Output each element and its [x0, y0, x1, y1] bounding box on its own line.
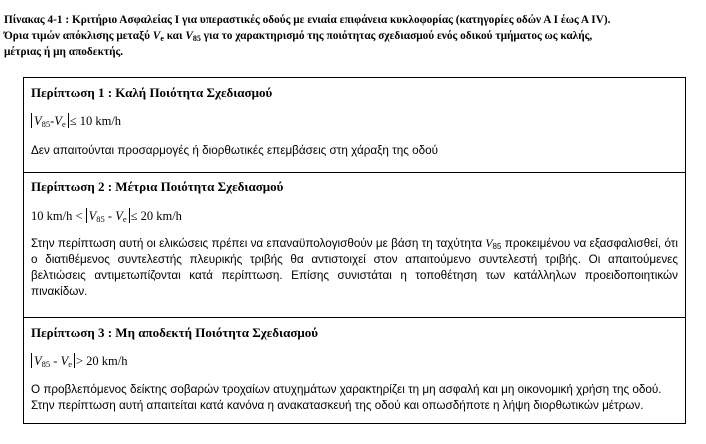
abs-bar-left — [31, 353, 32, 368]
case-1-condition — [31, 113, 678, 129]
case-2-section — [24, 172, 685, 317]
abs-bar-right — [74, 353, 75, 368]
sub-e: e — [61, 119, 66, 129]
var-v: V — [34, 354, 42, 368]
sub-85: 85 — [96, 214, 105, 224]
case-3-title: Περίπτωση 3 : Μη αποδεκτή Ποιότητα Σχεδιασμού — [31, 325, 319, 340]
var-v: V — [34, 114, 42, 128]
case-2-threshold: ≤ 20 km/h — [130, 209, 182, 223]
case-2-description — [31, 236, 678, 300]
case-2-description-end: προκειμένου να εξασφαλισθεί, ότι ο διατιθέμενος συντελεστής πλευρικής τριβής θα αντιστοιχεί στον απαιτούμενο συντελεστή τριβής. Οι απαιτούμενες βελτιώσεις αντιμετωπίζονται κατά περίπτωση. Επίσης συνιστάται η τοποθέτηση των κατάλληλων προειδοποιητικών πινακίδων. — [31, 237, 678, 298]
case-2-lower-bound: 10 km/h < — [31, 209, 86, 223]
case-1-section — [24, 78, 685, 172]
case-1-threshold: ≤ 10 km/h — [69, 114, 122, 128]
sub-85: 85 — [492, 242, 502, 251]
minus-sign: - — [104, 209, 116, 223]
var-v: V — [185, 30, 193, 42]
sub-e: e — [68, 359, 72, 369]
case-1-description: Δεν απαιτούνται προσαρμογές ή διορθωτικές επεμβάσεις στη χάραξη της οδού — [31, 144, 438, 157]
caption-line-1: Πίνακας 4-1 : Κριτήριο Ασφαλείας Ι για υπεραστικές οδούς με ενιαία επιφάνεια κυκλοφορίας (κατηγορίες οδών Α Ι έως Α ΙV). — [4, 14, 611, 26]
caption-and: και — [163, 30, 186, 42]
sub-85: 85 — [41, 359, 51, 369]
caption-line-3: μέτριας ή μη αποδεκτής. — [4, 46, 124, 58]
sub-85: 85 — [41, 119, 51, 129]
case-3-threshold: > 20 km/h — [75, 354, 128, 368]
caption-line-2 — [4, 28, 690, 44]
abs-bar-left — [86, 208, 87, 223]
criteria-table — [23, 77, 686, 424]
var-v: V — [115, 209, 123, 223]
case-2-description-start: Στην περίπτωση αυτή οι ελικώσεις πρέπει να επαναϋπολογισθούν με βάση τη ταχύτητα — [31, 237, 486, 250]
case-2-title: Περίπτωση 2 : Μέτρια Ποιότητα Σχεδιασμού — [31, 179, 284, 194]
abs-bar-right — [129, 208, 130, 223]
case-3-condition — [31, 353, 678, 369]
caption-line-2-end: για το χαρακτηρισμό της ποιότητας σχεδιασμού ενός οδικού τμήματος ως καλής, — [200, 30, 593, 42]
abs-bar-right — [68, 113, 69, 128]
table-caption — [4, 12, 690, 60]
case-3-description-line-1: Ο προβλεπόμενος δείκτης σοβαρών τροχαίων ατυχημάτων χαρακτηρίζει τη μη ασφαλή και μη οικονομική χρήση της οδού. — [31, 383, 662, 396]
minus-sign: - — [50, 354, 61, 368]
case-3-description-line-2: Στην περίπτωση αυτή απαιτείται κατά κανόνα η ανακατασκευή της οδού και οπωσδήποτε η λήψη διορθωτικών μέτρων. — [31, 399, 644, 412]
sub-e: e — [160, 34, 164, 43]
sub-85: 85 — [192, 34, 201, 43]
case-3-section — [24, 317, 685, 423]
sub-e: e — [122, 214, 127, 224]
abs-bar-left — [31, 113, 32, 128]
case-1-title: Περίπτωση 1 : Καλή Ποιότητα Σχεδιασμού — [31, 85, 273, 100]
var-v: V — [88, 209, 97, 223]
minus-sign: - — [50, 114, 55, 128]
caption-line-2-start: Όρια τιμών απόκλισης μεταξύ — [4, 30, 153, 42]
var-v: V — [485, 237, 493, 250]
var-v: V — [60, 354, 69, 368]
var-v: V — [54, 114, 62, 128]
case-2-condition — [31, 208, 678, 224]
var-v: V — [152, 30, 161, 42]
